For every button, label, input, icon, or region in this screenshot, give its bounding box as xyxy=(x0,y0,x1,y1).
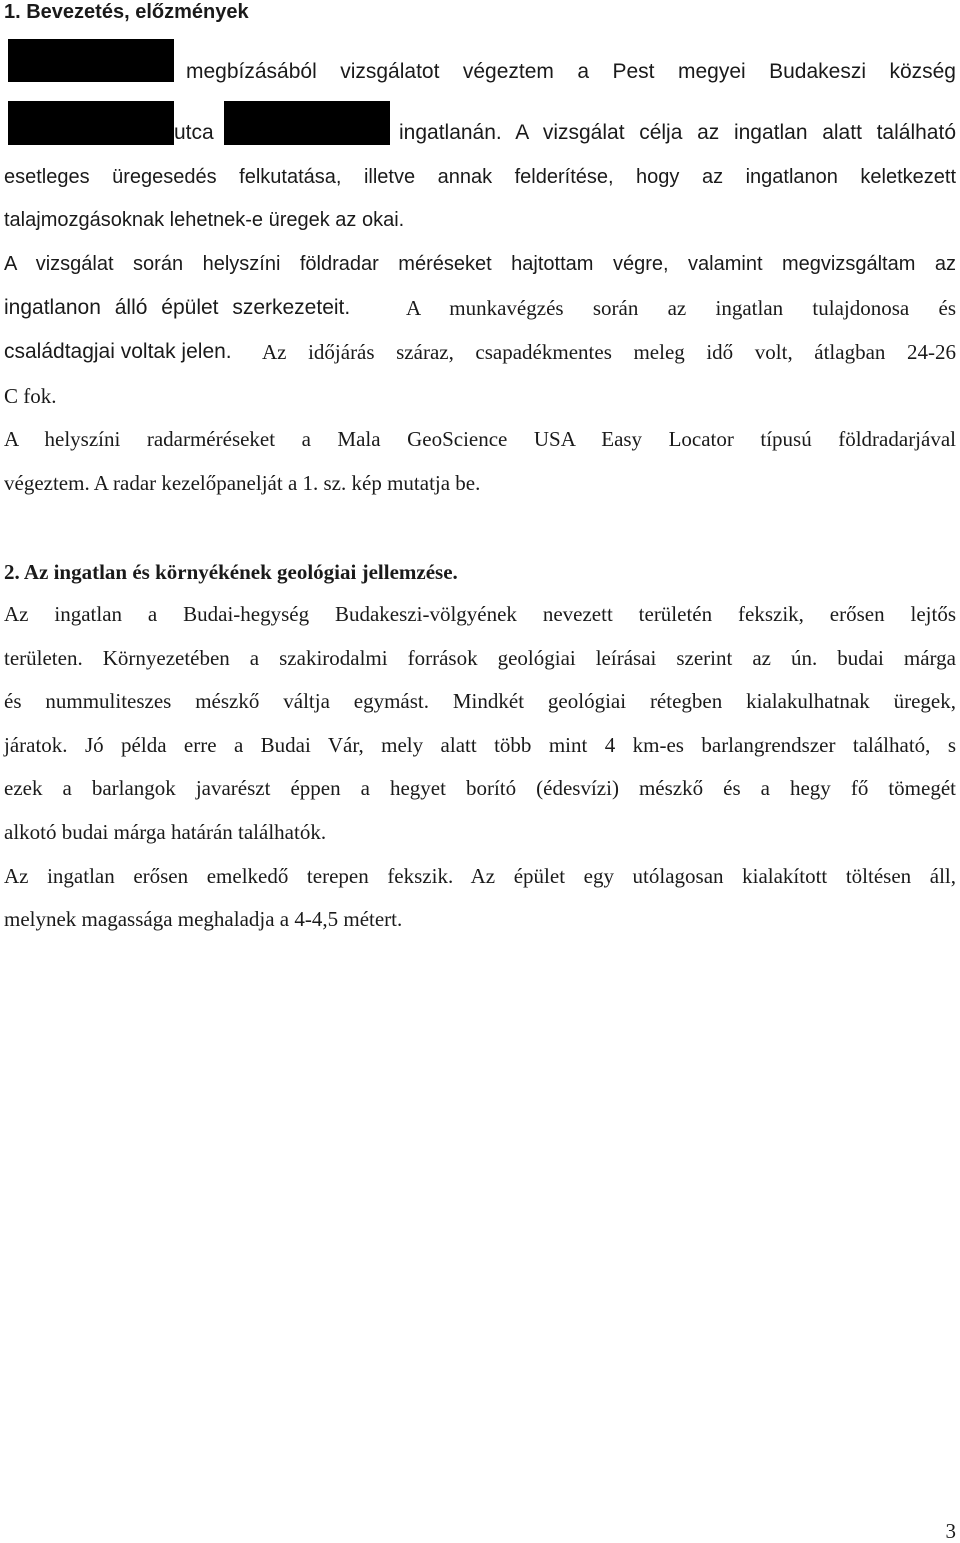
paragraph-3-line-1: A helyszíni radarméréseket a Mala GeoScience USA Easy Locator típusú földradarjával xyxy=(4,427,956,451)
section-2-heading: 2. Az ingatlan és környékének geológiai jellemzése. xyxy=(4,560,458,584)
section-2-line-7: Az ingatlan erősen emelkedő terepen fekszik. Az épület egy utólagosan kialakított töltésen áll, xyxy=(4,864,956,888)
section-2-line-1: Az ingatlan a Budai-hegység Budakeszi-völgyének nevezett területén fekszik, erősen lejtős xyxy=(4,602,956,626)
paragraph-2-line-3a: családtagjai voltak jelen. xyxy=(4,340,232,363)
paragraph-2-line-1: A vizsgálat során helyszíni földradar méréseket hajtottam végre, valamint megvizsgáltam az xyxy=(4,253,956,275)
paragraph-1-line-2: ingatlanán. A vizsgálat célja az ingatlan alatt található xyxy=(399,121,956,144)
section-2-line-5: ezek a barlangok javarészt éppen a hegyet borító (édesvízi) mészkő és a hegy fő tömegét xyxy=(4,776,956,800)
section-1-heading: 1. Bevezetés, előzmények xyxy=(4,1,249,23)
street-suffix-text: utca xyxy=(174,121,214,144)
paragraph-1-line-4: talajmozgásoknak lehetnek-e üregek az okai. xyxy=(4,209,405,231)
section-2-line-6: alkotó budai márga határán találhatók. xyxy=(4,820,327,844)
redaction-block-client xyxy=(8,39,174,82)
redaction-block-street xyxy=(8,101,174,145)
paragraph-1-line-1: megbízásából vizsgálatot végeztem a Pest megyei Budakeszi község xyxy=(186,60,956,83)
redaction-block-house-number xyxy=(224,101,390,145)
paragraph-2-line-2b: A munkavégzés során az ingatlan tulajdonosa és xyxy=(406,296,956,320)
section-2-line-2: területen. Környezetében a szakirodalmi források geológiai leírásai szerint az ún. budai márga xyxy=(4,646,956,670)
paragraph-2-line-2a: ingatlanon álló épület szerkezeteit. xyxy=(4,296,351,319)
paragraph-2-line-4: C fok. xyxy=(4,384,57,408)
section-2-line-4: járatok. Jó példa erre a Budai Vár, mely alatt több mint 4 km-es barlangrendszer található, s xyxy=(4,733,956,757)
section-2-line-8: melynek magassága meghaladja a 4-4,5 métert. xyxy=(4,907,403,931)
paragraph-3-line-2: végeztem. A radar kezelőpanelját a 1. sz. kép mutatja be. xyxy=(4,471,481,495)
paragraph-1-line-3: esetleges üregesedés felkutatása, illetve annak felderítése, hogy az ingatlanon keletkezett xyxy=(4,166,956,188)
section-2-line-3: és nummuliteszes mészkő váltja egymást. Mindkét geológiai rétegben kialakulhatnak üregek, xyxy=(4,689,956,713)
page-number: 3 xyxy=(945,1519,956,1543)
paragraph-2-line-3b: Az időjárás száraz, csapadékmentes meleg idő volt, átlagban 24-26 xyxy=(262,340,956,364)
